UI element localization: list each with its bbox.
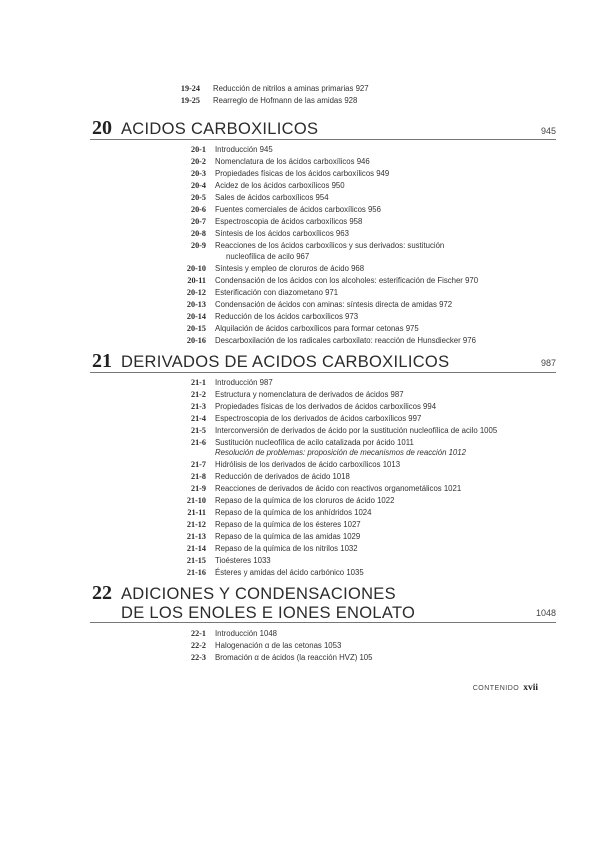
entry-number: 22-2 [190,641,206,650]
entry-text: Repaso de la química de los ésteres 1027 [215,520,361,529]
toc-entry [0,311,600,323]
entry-number: 20-7 [190,217,206,226]
entry-text: Alquilación de ácidos carboxílicos para formar cetonas 975 [215,324,419,333]
toc-entry [0,228,600,240]
entry-number: 20-16 [186,336,206,345]
toc-entry [0,216,600,228]
toc-entry [0,168,600,180]
entry-text: Esterificación con diazometano 971 [215,288,339,297]
entry-text: Sales de ácidos carboxílicos 954 [215,193,329,202]
entry-text: Síntesis de los ácidos carboxílicos 963 [215,229,349,238]
toc-entry [0,180,600,192]
entry-text: Estructura y nomenclatura de derivados de ácidos 987 [215,390,404,399]
page-footer [473,683,538,693]
chapter-rule [90,372,556,373]
entry-text: Introducción 945 [215,145,273,154]
toc-entry [0,483,600,495]
entry-text: Reducción de derivados de ácido 1018 [215,472,350,481]
entry-number: 20-5 [190,193,206,202]
entry-text: Bromación α de ácidos (la reacción HVZ) 105 [215,653,373,662]
entry-number: 22-1 [190,629,206,638]
toc-entry [0,459,600,471]
toc-entry [0,192,600,204]
entry-text: Repaso de la química de los anhídridos 1024 [215,508,372,517]
toc-entry [0,275,600,287]
chapter-page: 945 [540,126,556,136]
toc-entry [0,471,600,483]
entry-text: Repaso de la química de los cloruros de ácido 1022 [215,496,395,505]
page-number: xvii [523,683,538,693]
entry-text: Reacciones de derivados de ácido con reactivos organometálicos 1021 [215,484,462,493]
entry-number: 21-12 [186,520,206,529]
entry-number: 21-5 [190,426,206,435]
chapter-number: 21 [92,350,112,372]
entry-text: Rearreglo de Hofmann de las amidas 928 [213,96,358,105]
toc-entry [0,144,600,156]
entry-text: Sustitución nucleofílica de acilo catalizada por ácido 1011 [215,438,414,447]
entry-number: 20-3 [190,169,206,178]
entry-text: Reacciones de los ácidos carboxílicos y sus derivados: sustitución [215,241,445,250]
toc-entry [0,507,600,519]
entry-text: Espectroscopia de los derivados de ácidos carboxílicos 997 [215,414,422,423]
entry-number: 21-14 [186,544,206,553]
entry-number: 21-16 [186,568,206,577]
chapter-number: 22 [92,582,112,604]
chapter-title: ACIDOS CARBOXILICOS [121,120,319,138]
entry-number: 21-3 [190,402,206,411]
entry-text: Introducción 987 [215,378,273,387]
entry-number: 21-15 [186,556,206,565]
entry-number: 20-9 [190,241,206,250]
entry-text: Espectroscopia de ácidos carboxílicos 958 [215,217,363,226]
toc-entry [0,555,600,567]
toc-entry [0,377,600,389]
entry-number: 20-14 [186,312,206,321]
toc-entry [0,425,600,437]
entry-text: Propiedades físicas de los derivados de ácidos carboxílicos 994 [215,402,437,411]
entry-number: 20-11 [187,276,206,285]
toc-entry [0,401,600,413]
entry-text: Reducción de los ácidos carboxílicos 973 [215,312,359,321]
entry-text: Ésteres y amidas del ácido carbónico 1035 [215,568,364,577]
entry-number: 21-13 [186,532,206,541]
entry-number: 21-6 [190,438,206,447]
entry-text: Tioésteres 1033 [215,556,271,565]
toc-entry [0,495,600,507]
entry-text: nucleofílica de acilo 967 [226,252,310,261]
toc-entry [0,204,600,216]
entry-text: Descarboxilación de los radicales carboxilato: reacción de Hunsdiecker 976 [215,336,476,345]
chapter-page: 987 [540,358,556,368]
toc-entry [0,95,600,107]
toc-entry [0,652,600,664]
entry-number: 20-10 [186,264,206,273]
footer-label: CONTENIDO [472,685,520,692]
entry-number: 20-8 [190,229,206,238]
entry-number: 21-9 [190,484,206,493]
entry-number: 20-1 [190,145,206,154]
entry-text: Acidez de los ácidos carboxílicos 950 [215,181,345,190]
entry-number: 21-2 [190,390,206,399]
entry-text: Repaso de la química de las amidas 1029 [215,532,361,541]
entry-number: 22-3 [190,653,206,662]
entry-number: 20-12 [186,288,206,297]
toc-entry [0,531,600,543]
chapter-title: ADICIONES Y CONDENSACIONES [121,585,396,603]
entry-text: Resolución de problemas: proposición de mecanismos de reacción 1012 [215,448,466,457]
entry-number: 20-13 [186,300,206,309]
chapter-title-line2: DE LOS ENOLES E IONES ENOLATO [121,604,416,622]
toc-entry [0,335,600,347]
entry-text: Síntesis y empleo de cloruros de ácido 968 [215,264,365,273]
entry-text: Repaso de la química de los nitrilos 1032 [215,544,358,553]
entry-text: Condensación de ácidos con aminas: síntesis directa de amidas 972 [215,300,453,309]
toc-entry [0,628,600,640]
entry-number: 21-4 [190,414,206,423]
entry-text: Propiedades físicas de los ácidos carboxílicos 949 [215,169,390,178]
entry-text: Hidrólisis de los derivados de ácido carboxílicos 1013 [215,460,401,469]
entry-number: 19-25 [180,96,200,105]
toc-entry [0,263,600,275]
entry-text: Introducción 1048 [215,629,277,638]
toc-entry [0,447,600,459]
entry-number: 20-6 [190,205,206,214]
entry-number: 20-2 [190,157,206,166]
toc-entry [0,413,600,425]
toc-entry [0,287,600,299]
chapter-rule [90,139,556,140]
entry-number: 21-10 [186,496,206,505]
entry-text: Reducción de nitrilos a aminas primarias 927 [213,84,369,93]
entry-text: Interconversión de derivados de ácido por la sustitución nucleofílica de acilo 1005 [215,426,498,435]
toc-entry [0,567,600,579]
toc-entry [0,323,600,335]
toc-entry [0,389,600,401]
entry-number: 20-15 [186,324,206,333]
entry-text: Halogenación α de las cetonas 1053 [215,641,342,650]
toc-entry [0,299,600,311]
entry-text: Fuentes comerciales de ácidos carboxílicos 956 [215,205,381,214]
entry-number: 20-4 [190,181,206,190]
entry-number: 19-24 [180,84,200,93]
entry-number: 21-1 [190,378,206,387]
chapter-number: 20 [92,117,112,139]
toc-entry [0,640,600,652]
chapter-rule [90,622,556,623]
entry-number: 21-11 [187,508,206,517]
toc-entry [0,251,600,263]
entry-text: Nomenclatura de los ácidos carboxílicos 946 [215,157,370,166]
chapter-title: DERIVADOS DE ACIDOS CARBOXILICOS [121,353,450,371]
toc-entry [0,543,600,555]
entry-number: 21-8 [190,472,206,481]
entry-number: 21-7 [190,460,206,469]
toc-entry [0,83,600,95]
entry-text: Condensación de los ácidos con los alcoholes: esterificación de Fischer 970 [215,276,479,285]
toc-entry [0,519,600,531]
chapter-page: 1048 [535,608,556,618]
toc-entry [0,156,600,168]
